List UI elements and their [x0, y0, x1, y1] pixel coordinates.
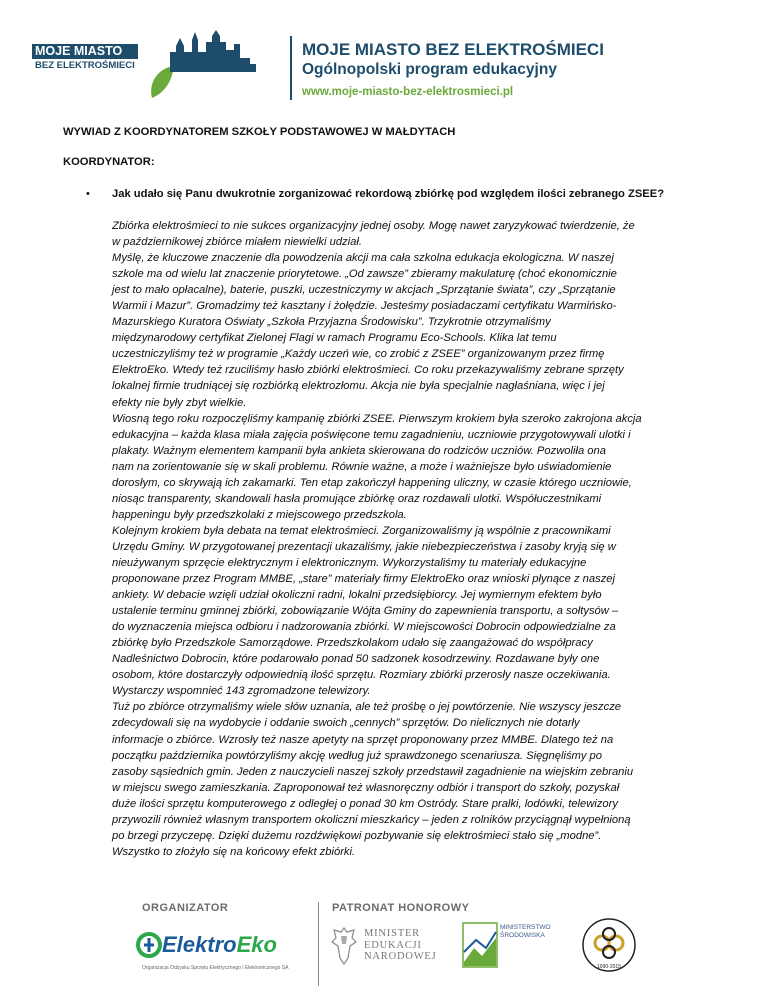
- answer-line: niosąc transparenty, skandowali hasła promujące zbiórkę oraz rozdawali ulotki. Współuczestnikami: [112, 492, 602, 505]
- answer-line: w październikowej zbiórce miałem niewielki udział.: [112, 236, 362, 249]
- bullet-icon: •: [86, 188, 90, 200]
- answer-line: po brzegi przyczepę. Dzięki dużemu rozdźwiękowi pozbywanie się elektrośmieci stało się „modne”.: [112, 829, 602, 842]
- badge-years: 1990-2015: [597, 964, 621, 970]
- header-divider: [290, 36, 292, 100]
- minister-line-2: EDUKACJI: [364, 939, 422, 951]
- minister-line-1: MINISTER: [364, 928, 420, 939]
- elektroeko-wordmark-b: Eko: [236, 932, 277, 957]
- page-header: [0, 0, 768, 110]
- answer-line: Kolejnym krokiem była debata na temat elektrośmieci. Zorganizowaliśmy ją wspólnie z pracownikami: [112, 524, 611, 537]
- answer-line: Zbiórka elektrośmieci to nie sukces organizacyjny jednej osoby. Mogę nawet zaryzykować twierdzenie, że: [112, 220, 635, 232]
- srod-line-1: MINISTERSTWO: [500, 924, 551, 931]
- speaker-label: KOORDYNATOR:: [63, 156, 155, 168]
- elektroeko-wordmark-a: Elektro: [162, 932, 237, 957]
- answer-line: Nadleśnictwo Dobrocin, które podarowało ponad 50 sadzonek kosodrzewiny. Rozdawane były one: [112, 653, 600, 666]
- answer-line: Wiosną tego roku rozpoczęliśmy kampanię zbiórki ZSEE. Pierwszym krokiem była szeroko zakrojona akcja: [112, 412, 642, 425]
- answer-line: Wystarczy wspomnieć 143 zgromadzone telewizory.: [112, 685, 371, 698]
- answer-line: osobom, które dostarczyły odpowiednią ilość sprzętu. Rozmiary zbiórki przerosły nasze oczekiwania.: [112, 669, 611, 682]
- moje-miasto-logo-icon: [140, 28, 280, 103]
- elektroeko-subtitle: Organizacja Odzysku Sprzętu Elektrycznego i Elektronicznego SA: [142, 965, 289, 971]
- answer-line: proponowane przez Program MMBE, „stare” materiały firmy ElektroEko oraz wnioski płynące z naszej: [112, 573, 616, 586]
- document-title: WYWIAD Z KOORDYNATOREM SZKOŁY PODSTAWOWEJ W MAŁDYTACH: [63, 126, 456, 138]
- interview-question: Jak udało się Panu dwukrotnie zorganizować rekordową zbiórkę pod względem ilości zebranego ZSEE?: [112, 188, 665, 200]
- minister-edukacji-text: [364, 928, 437, 963]
- answer-line: plakaty. Ważnym elementem kampanii była ankieta skierowana do rodziców uczniów. Pozwoliła ona: [112, 444, 606, 457]
- answer-line: Wszystko to złożyło się na końcowy efekt zbiórki.: [112, 845, 356, 858]
- answer-line: dorosłym, co skrywają ich zakamarki. Ten etap zakończył happening uliczny, w czasie którego uczniowie,: [112, 476, 632, 489]
- elektroeko-wordmark: [162, 932, 277, 958]
- answer-line: duże ilości sprzętu komputerowego z odległej o ponad 30 km Ostródy. Stare pralki, lodówki, telewizory: [112, 797, 618, 810]
- polish-eagle-icon: [330, 924, 358, 968]
- header-url-link[interactable]: www.moje-miasto-bez-elektrosmieci.pl: [302, 86, 514, 98]
- answer-line: szkole ma od wielu lat znaczenie priorytetowe. „Od zawsze” zbieramy makulaturę (choć ekonomicznie: [112, 268, 617, 281]
- interview-answer: [112, 218, 722, 860]
- answer-line: Warmii i Mazur”. Gromadzimy też kasztany i żołędzie. Jesteśmy posiadaczami certyfikatu Warmińsko-: [112, 300, 617, 313]
- srod-line-2: ŚRODOWISKA: [500, 932, 545, 939]
- answer-line: zbiórkę było Przedszkole Samorządowe. Przedszkolakom udało się zaangażować do współpracy: [112, 637, 593, 650]
- header-title: MOJE MIASTO BEZ ELEKTROŚMIECI: [302, 40, 604, 59]
- answer-line: informacje o zbiórce. Wzrosły też nasze apetyty na sprzęt proponowany przez MMBE. Dlatego też na: [112, 733, 614, 746]
- answer-line: ElektroEko. Wtedy też rzuciliśmy hasło zbiórki elektrośmieci. Co roku przekazywaliśmy zebrane sprzęty: [112, 364, 624, 377]
- answer-line: Tuż po zbiórce otrzymaliśmy wiele słów uznania, ale też prośbę o jej powtórzenie. Nie wszyscy jeszcze: [112, 701, 622, 714]
- answer-line: efekty nie były zbyt wielkie.: [112, 396, 247, 409]
- logo-line-1: MOJE MIASTO: [32, 44, 138, 59]
- ministerstwo-srodowiska-logo-icon: [462, 922, 498, 968]
- footer-divider: [318, 902, 319, 986]
- answer-line: edukacyjna – każda klasa miała zajęcia poświęcone temu zagadnieniu, uczniowie przygotowywali ulotki i: [112, 428, 631, 441]
- answer-line: Myślę, że kluczowe znaczenie dla powodzenia akcji ma cała szkolna edukacja ekologiczna. W naszej: [112, 252, 614, 265]
- answer-line: nieużywanym sprzęcie elektrycznym i elektronicznym. Wykorzystaliśmy tu materiały edukacyjne: [112, 556, 587, 569]
- answer-line: uczestniczyliśmy też w programie „Każdy uczeń wie, co zrobić z ZSEE” organizowanym przez firmę: [112, 348, 605, 361]
- answer-line: Urzędu Gminy. W przygotowanej prezentacji ukazaliśmy, jakie niebezpieczeństwa i zasoby kryją się w: [112, 540, 616, 553]
- organizer-label: ORGANIZATOR: [142, 902, 229, 914]
- answer-line: międzynarodowy certyfikat Zielonej Flagi w ramach Programu Eco-Schools. Klika lat temu: [112, 332, 557, 345]
- minister-line-3: NARODOWEJ: [364, 951, 437, 962]
- zwiazek-miast-polskich-badge-icon: [580, 916, 638, 974]
- answer-line: w miejscu swego zamieszkania. Zaproponował też własnoręczny odbiór i transport do szkoły, pozyskał: [112, 781, 620, 794]
- logo-line-2: BEZ ELEKTROŚMIECI: [32, 60, 138, 72]
- answer-line: ankiety. W debacie wzięli udział okoliczni radni, lokalni przedsiębiorcy. Jej wymiernym efektem było: [112, 589, 602, 602]
- answer-line: zdecydowali się na wydobycie i oddanie swoich „cennych” sprzętów. Do nielicznych nie dotarły: [112, 717, 580, 730]
- answer-line: przywozili również własnym transportem okoliczni mieszkańcy – jeden z rolników przyciągnął wypełnioną: [112, 813, 631, 826]
- elektroeko-logo-icon: [136, 932, 162, 958]
- answer-line: początku października powtórzyliśmy akcję według już sprawdzonego scenariusza. Sięgnęliśmy po: [112, 749, 603, 762]
- answer-line: ustalenie terminu gminnej zbiórki, zobowiązanie Wójta Gminy do zapewnienia transportu, a sołtysów –: [112, 605, 619, 618]
- ministerstwo-srodowiska-text: [500, 924, 551, 940]
- answer-line: nam na zorientowanie się w skali problemu. Równie ważne, a może i ważniejsze było uświadomienie: [112, 460, 612, 473]
- patron-label: PATRONAT HONOROWY: [332, 902, 470, 914]
- answer-line: jest to mało opłacalne), baterie, puszki, uczestniczymy w akcjach „Sprzątanie świata”, czy „Sprzątanie: [112, 284, 616, 297]
- answer-line: lokalnej firmie trudniącej się rozbiórką elektrozłomu. Akcja nie była specjalnie nagłaśniana, więc i jej: [112, 380, 605, 393]
- answer-line: zasoby sąsiednich gmin. Jeden z nauczycieli naszej szkoły przedstawił zagadnienie na wiejskim zebraniu: [112, 765, 634, 778]
- answer-line: Mazurskiego Kuratora Oświaty „Szkoła Przyjazna Środowisku”. Trzykrotnie otrzymaliśmy: [112, 316, 551, 329]
- answer-line: happeningu były przedszkolaki z miejscowego przedszkola.: [112, 508, 407, 521]
- header-subtitle: Ogólnopolski program edukacyjny: [302, 61, 557, 78]
- answer-line: do wyznaczenia miejsca odbioru i nadzorowania zbiórki. W miejscowości Dobrocin odpowiedzialne za: [112, 621, 616, 634]
